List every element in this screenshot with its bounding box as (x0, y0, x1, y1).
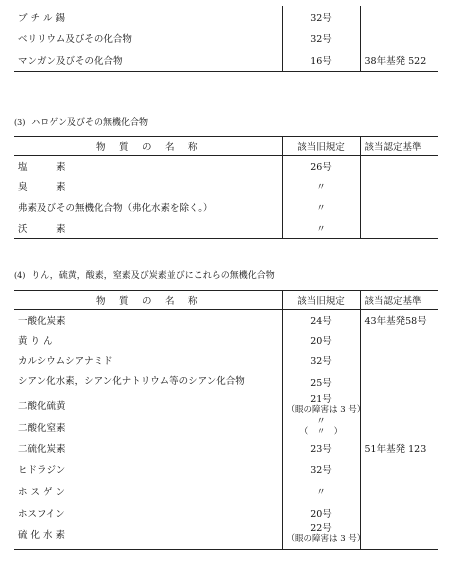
substance-name: ホ ス ゲ ン (18, 486, 66, 498)
substance-name: 沃 素 (14, 218, 282, 239)
table-row (14, 458, 438, 480)
old-rule-value: 〃 (316, 486, 326, 498)
old-rule (282, 393, 366, 416)
standard: 51年基発 123 (360, 438, 438, 458)
table-row (14, 156, 438, 176)
section-title: ハロゲン及びその無機化合物 (31, 118, 149, 128)
standard (360, 197, 438, 218)
old-rule (282, 310, 360, 330)
standard (360, 218, 438, 239)
table-header-row (14, 291, 438, 310)
old-rule (282, 330, 360, 350)
standard (360, 27, 438, 49)
old-rule-value: 24号 (310, 315, 332, 327)
substance-name: 一酸化炭素 (18, 315, 66, 327)
section-heading (14, 268, 275, 281)
table-row (14, 524, 438, 550)
old-rule-note: （ 〃 ） (299, 426, 343, 437)
table-header-row (14, 137, 438, 156)
standard (360, 524, 438, 550)
col-header-standard: 該当認定基準 (360, 291, 438, 310)
table-row (14, 502, 438, 524)
standard (360, 458, 438, 480)
table-row (14, 394, 438, 416)
table-row (14, 370, 438, 394)
old-rule (282, 416, 360, 438)
table-row (14, 350, 438, 370)
old-rule: 〃 (282, 197, 360, 218)
section-number: (4) (14, 271, 26, 280)
section-title: りん，硫黄，酸素，窒素及び炭素並びにこれらの無機化合物 (31, 271, 275, 281)
substance-name: 黄 り ん (18, 335, 53, 347)
section-heading (14, 115, 148, 128)
continued-table (14, 6, 438, 72)
standard (360, 350, 438, 370)
table-row (14, 310, 438, 330)
old-rule: 32号 (282, 6, 360, 27)
substance-name: ベリリウム及びその化合物 (18, 34, 132, 45)
old-rule (282, 523, 366, 550)
substance-name: 二酸化窒素 (18, 422, 66, 434)
col-header-rule: 該当旧規定 (282, 137, 360, 156)
standard (360, 6, 438, 27)
old-rule-value: 20号 (310, 508, 332, 520)
substance-name: 二酸化硫黄 (18, 400, 66, 412)
old-rule-note: （眼の障害は 3 号） (286, 404, 366, 415)
inorganic-compounds-table (14, 290, 438, 550)
old-rule-value: 23号 (310, 443, 332, 455)
old-rule-value: 21号 (310, 393, 332, 405)
standard (360, 176, 438, 197)
old-rule-value: 〃 (316, 415, 326, 427)
section-number: (3) (14, 118, 26, 127)
old-rule-value: 32号 (310, 355, 332, 367)
standard: 43年基発58号 (360, 310, 438, 330)
standard: 38年基発 522 (360, 49, 438, 71)
table-row (14, 480, 438, 502)
old-rule (282, 370, 360, 394)
old-rule: 32号 (282, 27, 360, 49)
table-row (14, 49, 438, 71)
table-row (14, 27, 438, 49)
col-header-name: 物 質 の 名 称 (14, 137, 282, 156)
old-rule-note: （眼の障害は 3 号） (286, 534, 366, 545)
standard (360, 156, 438, 176)
substance-name: シアン化水素，シアン化ナトリウム等のシアン化合物 (18, 376, 245, 387)
col-header-standard: 該当認定基準 (360, 137, 438, 156)
old-rule: 26号 (282, 156, 360, 176)
table-row (14, 218, 438, 239)
table-row (14, 438, 438, 458)
old-rule (282, 502, 360, 524)
table-row (14, 6, 438, 27)
col-header-rule: 該当旧規定 (282, 291, 360, 310)
substance-name: カルシウムシアナミド (18, 355, 113, 367)
substance-name: ヒドラジン (18, 464, 66, 476)
table-row (14, 176, 438, 197)
old-rule-value: 20号 (310, 335, 332, 347)
old-rule (282, 480, 360, 502)
substance-name: 弗素及びその無機化合物（弗化水素を除く。） (18, 203, 213, 214)
old-rule-value: 22号 (310, 523, 332, 535)
table-row (14, 197, 438, 218)
old-rule (282, 350, 360, 370)
old-rule-value: 32号 (310, 464, 332, 476)
col-header-name: 物 質 の 名 称 (14, 291, 282, 310)
substance-name: 硫 化 水 素 (14, 524, 282, 550)
old-rule (282, 438, 360, 458)
old-rule: 〃 (282, 176, 360, 197)
substance-name: マンガン及びその化合物 (14, 49, 282, 71)
table-row (14, 330, 438, 350)
standard (360, 416, 438, 438)
old-rule: 16号 (282, 49, 360, 71)
old-rule-value: 25号 (310, 377, 332, 389)
old-rule: 〃 (282, 218, 360, 239)
halogen-table (14, 136, 438, 239)
standard (360, 394, 438, 416)
substance-name: ブ チ ル 錫 (18, 12, 66, 24)
substance-name: 二硫化炭素 (18, 443, 66, 455)
standard (360, 330, 438, 350)
table-row (14, 416, 438, 438)
old-rule (282, 458, 360, 480)
standard (360, 480, 438, 502)
standard (360, 370, 438, 394)
substance-name: ホスフイン (18, 508, 65, 520)
substance-name: 塩 素 (18, 161, 66, 173)
substance-name: 臭 素 (18, 182, 66, 193)
standard (360, 502, 438, 524)
